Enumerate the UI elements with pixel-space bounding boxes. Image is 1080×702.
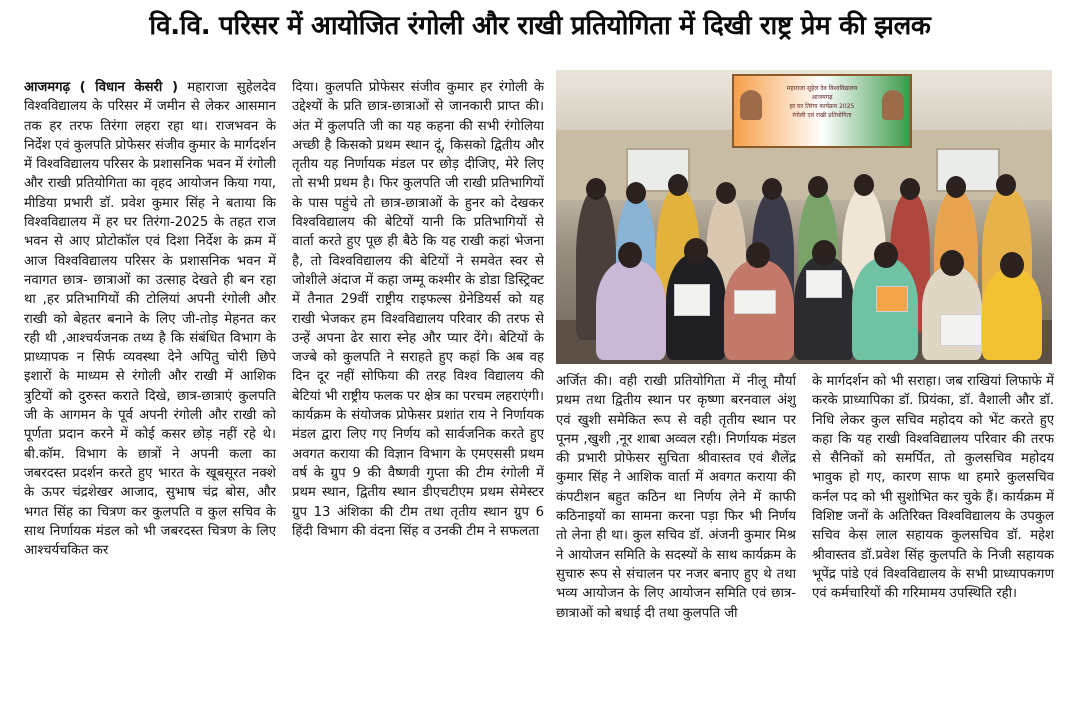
article-dateline: आजमगढ़ ( विधान केसरी ) [24, 80, 179, 95]
article-headline: वि.वि. परिसर में आयोजित रंगोली और राखी प्रतियोगिता में दिखी राष्ट्र प्रेम की झलक [149, 11, 931, 41]
article-column-2-text: दिया। कुलपति प्रोफेसर संजीव कुमार हर रंगोली के उद्देश्यों के प्रति छात्र-छात्राओं से जानकारी प्राप्त की। अंत में कुलपति जी का यह कहना की सभी रंगोलिया अच्छी है किसको प्रथम स्थान दूं, किसको द्वितीय और तृतीय यह निर्णायक मंडल पर छोड़ दीजिए, मेरे लिए तो सभी प्रथम है। फिर कुलपति जी राखी प्रतिभागियों के पास पहुंचे तो छात्र-छात्राओं के हुनर को देखकर विश्वविद्यालय की बेटियों यानी कि प्रतिभागियों से वार्ता करते हुए पूछ ही बैठे कि यह राखी कहां भेजना है, तो विश्वविद्यालय की बेटियों ने समवेत स्वर से जोशीले अंदाज में कहा जम्मू कश्मीर के डोडा डिस्ट्रिक्ट में तैनात 29वीं राष्ट्रीय राइफल्स ग्रेनेडियर्स को यह राखी भेजकर हम विश्वविद्यालय परिवार की तरफ से उन्हें अपना ढेर सारा स्नेह और प्यार देंगे। बेटियों के जज्बे को कुलपति ने सराहते हुए कहां कि अब वह दिन दूर नहीं सोफिया की तरह विश्व विद्यालय की बेटियां भी राष्ट्रीय फलक पर क्षेत्र का परचम लहराएंगी। कार्यक्रम के संयोजक प्रोफेसर प्रशांत राय ने निर्णायक मंडल द्वारा लिए गए निर्णय को सार्वजनिक करते हुए अवगत कराया की विज्ञान विभाग के एमएससी प्रथम वर्ष के ग्रुप 9 की वैष्णवी गुप्ता की टीम रंगोली में प्रथम स्थान, द्वितीय स्थान डीएचटीएम प्रथम सेमेस्टर ग्रुप 13 अंशिका की टीम तथा तृतीय स्थान ग्रुप 6 हिंदी विभाग की वंदना सिंह व उनकी टीम ने सफलता [292, 80, 544, 539]
rakhi-card [734, 290, 776, 314]
student-head [746, 242, 770, 268]
crowd-head [668, 174, 688, 196]
rakhi-card [674, 284, 710, 316]
banner-line: हर घर तिरंगा कार्यक्रम 2025 [789, 103, 855, 110]
student-head [940, 250, 964, 276]
student-head [874, 242, 898, 268]
event-banner [732, 74, 912, 148]
student-figure [596, 260, 666, 360]
banner-text [764, 84, 880, 120]
rakhi-card [806, 270, 842, 298]
banner-portrait [740, 90, 762, 120]
article-column-2 [292, 78, 544, 690]
student-head [812, 240, 836, 266]
banner-line: महाराजा सुहेल देव विश्वविद्यालय [786, 85, 858, 92]
article-column-3 [556, 372, 796, 690]
crowd-head [586, 178, 606, 200]
banner-line: रंगोली एवं राखी प्रतियोगिता [792, 112, 852, 119]
article-column-1-text: महाराजा सुहेलदेव विश्वविद्यालय के परिसर में जमीन से लेकर आसमान तक हर तरफ तिरंगा लहरा रहा था। राजभवन के निर्देश एवं कुलपति प्रोफेसर संजीव कुमार के मार्गदर्शन में विश्वविद्यालय परिसर के प्रशासनिक भवन में रंगोली और राखी प्रतियोगिता का वृहद आयोजन किया गया, मीडिया प्रभारी डॉ. प्रवेश कुमार सिंह ने बताया कि विश्वविद्यालय में हर घर तिरंगा-2025 के तहत राज भवन से आए प्रोटोकॉल एवं दिशा निर्देश के क्रम में आज विश्वविद्यालय परिसर के प्रशासनिक भवन में नवागत छात्र- छात्राओं का उत्साह देखते ही बन रहा था ,हर प्रतिभागियों की टोलियां अपनी रंगोली और राखी को बेहतर बनाने के लिए जी-तोड़ मेहनत कर रही थी ,आश्चर्यजनक तथ्य है कि संबंधित विभाग के प्राध्यापक न सिर्फ व्यवस्था देने अपितु चोरी छिपे इशारों के माध्यम से रंगोली और राखी में आशिक त्रुटियों को दुरुस्त कराते दिखे, छात्र-छात्राएं कुलपति जी के आगमन के पूर्व अपनी रंगोली और राखी को पूर्णता प्रदान करने में कोई कसर छोड़ नहीं रहे थे। बी.कॉम. विभाग के छात्रों ने अपनी कला का जबरदस्त प्रदर्शन करते हुए भारत के खूबसूरत नक्शे के ऊपर चंद्रशेखर आजाद, सुभाष चंद्र बोस, और भगत सिंह का चित्रण कर कुलपति व कुल सचिव के साथ निर्णायक मंडल को भी जबरदस्त चित्रण के लिए आश्चर्यचकित कर [24, 80, 276, 559]
banner-line: आजमगढ़ [811, 94, 833, 101]
article-column-4-text: के मार्गदर्शन को भी सराहा। जब राखियां लिफाफे में करके प्राध्यापिका डॉ. प्रियंका, डॉ. वैशाली और डॉ. निधि लेकर कुल सचिव महोदय को भेंट करते हुए कहा कि यह राखी विश्वविद्यालय परिवार की तरफ से सैनिकों को समर्पित, तो कुलसचिव महोदय भावुक हो गए, कारण साफ था हमारे कुलसचिव कर्नल पद को भी सुशोभित कर चुके हैं। कार्यक्रम में विशिष्ट जनों के अतिरिक्त विश्वविद्यालय के उपकुल सचिव केस लाल सहायक कुलसचिव डॉ. महेश श्रीवास्तव डॉ.प्रवेश सिंह कुलपति के निजी सहायक भूपेंद्र पांडे एवं विश्वविद्यालय के सभी प्राध्यापकगण एवं कर्मचारियों की गरिमामय उपस्थिति रही। [812, 374, 1054, 602]
crowd-head [996, 174, 1016, 196]
crowd-head [854, 174, 874, 196]
rakhi-card [876, 286, 908, 312]
event-photo [556, 70, 1052, 364]
student-head [618, 242, 642, 268]
rakhi-card [940, 314, 982, 346]
article-column-3-text: अर्जित की। वही राखी प्रतियोगिता में नीलू मौर्या प्रथम तथा द्वितीय स्थान पर कृष्णा बरनवाल अंशु एवं खुशी समेकित रूप से वही तृतीय स्थान पर पूनम ,खुशी ,नूर शाबा अव्वल रही। निर्णायक मंडल की प्रभारी प्रोफेसर सुचिता श्रीवास्तव एवं शैलेंद्र कुमार सिंह ने आशिक वार्ता में अवगत कराया की कंपटीशन बहुत कठिन था निर्णय लेने में काफी कठिनाइयों का सामना करना पड़ा फिर भी निर्णय तो लेना ही था। कुल सचिव डॉ. अंजनी कुमार मिश्र ने आयोजन समिति के सदस्यों के साथ कार्यक्रम के सुचारु रूप से संचालन पर नजर बनाए हुए थे तथा भव्य आयोजन के लिए आयोजन समिति एवं छात्र-छात्राओं को बधाई दी तथा कुलपति जी [556, 374, 796, 621]
crowd-head [626, 182, 646, 204]
crowd-head [946, 176, 966, 198]
crowd-head [716, 182, 736, 204]
student-head [684, 238, 708, 264]
article-column-1 [24, 78, 276, 690]
crowd-head [900, 178, 920, 200]
student-head [1000, 252, 1024, 278]
crowd-head [762, 178, 782, 200]
banner-portrait [882, 90, 904, 120]
article-column-4 [812, 372, 1054, 690]
crowd-head [808, 176, 828, 198]
student-figure [982, 268, 1042, 360]
